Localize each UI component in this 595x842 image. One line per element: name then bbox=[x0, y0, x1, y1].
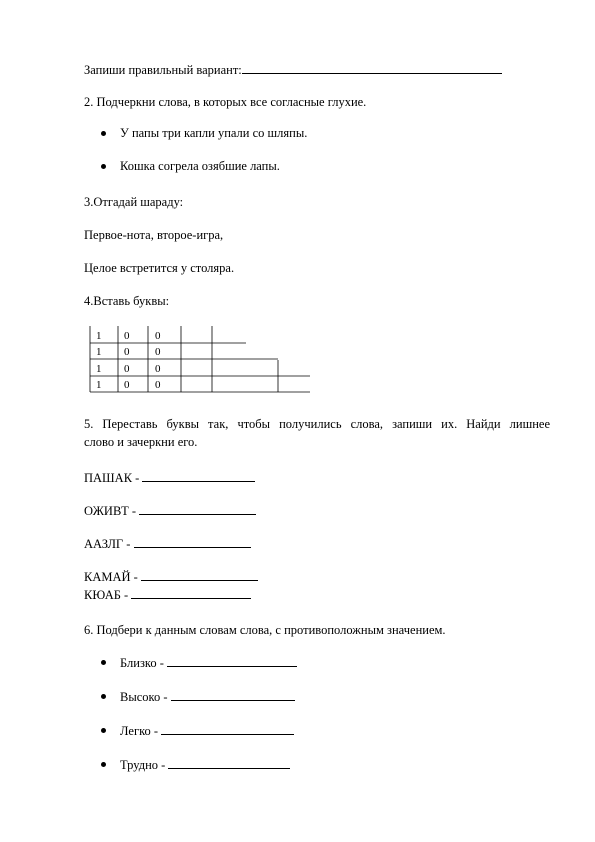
grid-cell: 0 bbox=[124, 379, 130, 391]
grid-cell: 0 bbox=[155, 330, 161, 342]
answer-blank[interactable] bbox=[139, 503, 256, 515]
bullet-dot bbox=[101, 728, 106, 733]
task2-title: 2. Подчеркни слова, в которых все согласные глухие. bbox=[84, 95, 367, 109]
task2-bullet-1: У папы три капли упали со шляпы. bbox=[120, 126, 308, 140]
task6-word: Высоко - bbox=[120, 690, 171, 704]
task6-word-row bbox=[120, 655, 297, 671]
task5-title-line-2: слово и зачеркни его. bbox=[84, 435, 198, 449]
answer-blank[interactable] bbox=[242, 62, 502, 74]
grid-cell: 0 bbox=[124, 363, 130, 375]
answer-blank[interactable] bbox=[168, 757, 290, 769]
task6-word: Трудно - bbox=[120, 758, 169, 772]
task5-word: КАМАЙ - bbox=[84, 570, 141, 584]
grid-cell: 0 bbox=[124, 330, 130, 342]
task6-title: 6. Подбери к данным словам слова, с противоположным значением. bbox=[84, 623, 446, 637]
task5-word-row bbox=[84, 470, 255, 486]
task6-word: Легко - bbox=[120, 724, 162, 738]
grid-cell: 0 bbox=[155, 379, 161, 391]
task3-riddle-line-2: Целое встретится у столяра. bbox=[84, 261, 235, 275]
task5-word: КЮАБ - bbox=[84, 588, 132, 602]
grid-cell: 0 bbox=[124, 346, 130, 358]
bullet-dot bbox=[101, 694, 106, 699]
task3-riddle-line-1: Первое-нота, второе-игра, bbox=[84, 228, 224, 242]
grid-cell: 0 bbox=[155, 346, 161, 358]
answer-blank[interactable] bbox=[141, 569, 258, 581]
grid-cell: 1 bbox=[96, 346, 102, 358]
task5-word-row bbox=[84, 587, 251, 603]
task5-word: ПАШАК - bbox=[84, 471, 143, 485]
grid-cell: 0 bbox=[155, 363, 161, 375]
task6-word-row bbox=[120, 757, 290, 773]
task5-title-line-1: 5. Переставь буквы так, чтобы получились слова, запиши их. Найди лишнее bbox=[84, 417, 550, 431]
task5-title bbox=[84, 416, 550, 450]
bullet-dot bbox=[101, 762, 106, 767]
task3-title: 3.Отгадай шараду: bbox=[84, 195, 184, 209]
answer-blank[interactable] bbox=[167, 655, 297, 667]
task5-word-row bbox=[84, 536, 251, 552]
task5-word: ОЖИВТ - bbox=[84, 504, 140, 518]
grid-cell: 1 bbox=[96, 330, 102, 342]
grid-cell: 1 bbox=[96, 363, 102, 375]
answer-blank[interactable] bbox=[142, 470, 255, 482]
task5-word-row bbox=[84, 569, 258, 585]
answer-blank[interactable] bbox=[131, 587, 251, 599]
answer-blank[interactable] bbox=[171, 689, 295, 701]
answer-blank[interactable] bbox=[161, 723, 294, 735]
task6-word-row bbox=[120, 723, 294, 739]
task2-bullet-2: Кошка согрела озябшие лапы. bbox=[120, 159, 280, 173]
task6-word: Близко - bbox=[120, 656, 167, 670]
letter-grid bbox=[0, 320, 595, 400]
intro-line bbox=[84, 62, 502, 78]
task6-word-row bbox=[120, 689, 295, 705]
task4-title: 4.Вставь буквы: bbox=[84, 294, 170, 308]
bullet-dot bbox=[101, 660, 106, 665]
task5-word-row bbox=[84, 503, 256, 519]
bullet-dot bbox=[101, 164, 106, 169]
answer-blank[interactable] bbox=[134, 536, 251, 548]
bullet-dot bbox=[101, 131, 106, 136]
grid-cell: 1 bbox=[96, 379, 102, 391]
task5-word: ААЗЛГ - bbox=[84, 537, 134, 551]
intro-label: Запиши правильный вариант: bbox=[84, 63, 242, 77]
